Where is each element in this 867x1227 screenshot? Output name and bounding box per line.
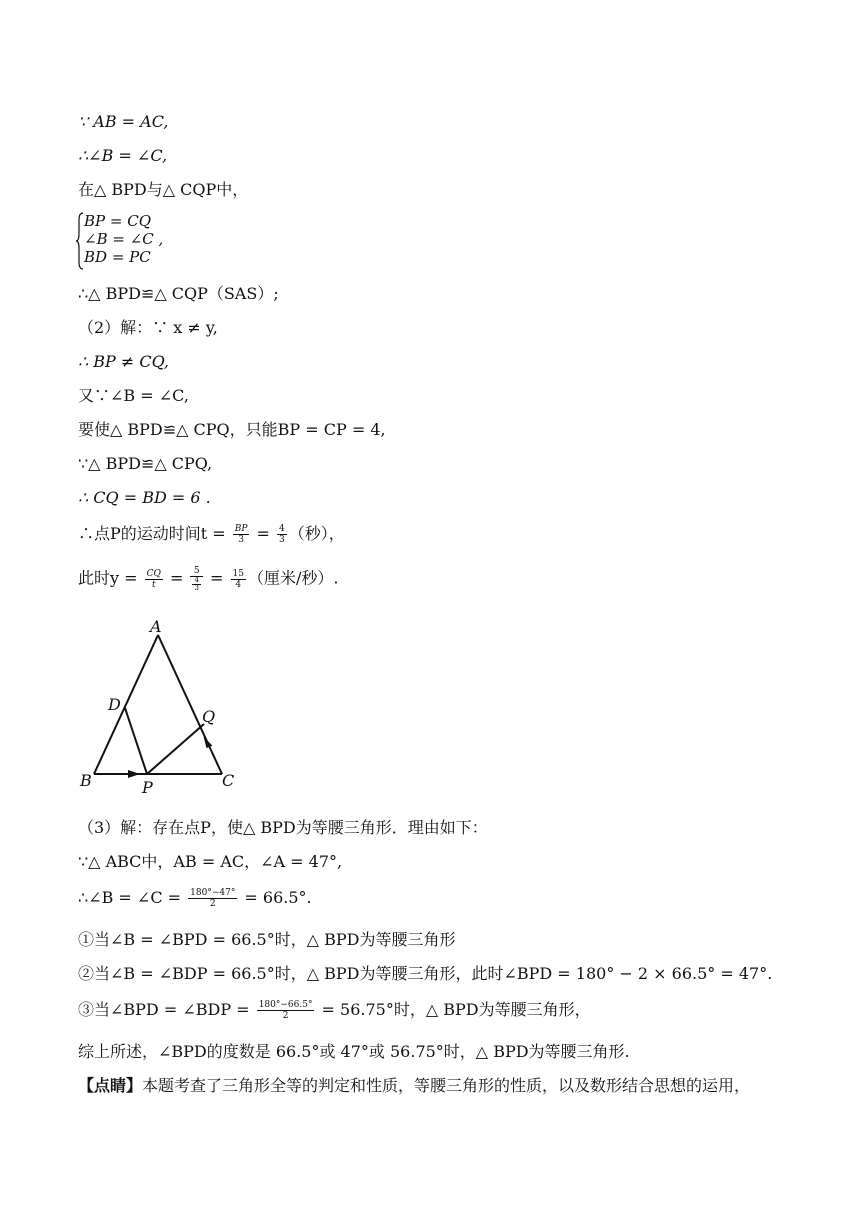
proof-line-9: ∵△ BPD≌△ CPQ, [78, 454, 213, 473]
proof-line-7: 又∵∠B = ∠C, [78, 386, 189, 405]
proof-line-12: 此时y = $\frac{CQ}{t}$ = $\frac{5}{\frac{4}{3}}$ = $\frac{15}{4}$ （厘米/秒）. [78, 566, 339, 592]
comment-tag: 【点睛】 [78, 1076, 143, 1095]
proof-line-1: ∵ AB = AC, [78, 112, 169, 131]
summary-comment: 【点睛】本题考查了三角形全等的判定和性质，等腰三角形的性质，以及数形结合思想的运用， [78, 1076, 751, 1095]
vertex-label-b: B [80, 771, 92, 790]
proof-line-8: 要使△ BPD≌△ CPQ，只能BP = CP = 4, [78, 420, 386, 439]
vertex-label-d: D [108, 695, 121, 714]
fraction: $\frac{BP}{3}$ [234, 524, 248, 545]
proof-line-11: ∴点P的运动时间t = $\frac{BP}{3}$ = $\frac{4}{3}$ （秒）， [78, 524, 345, 545]
vertex-label-p: P [142, 778, 153, 797]
proof-line-6: ∴ BP ≠ CQ, [78, 352, 170, 371]
vertex-label-q: Q [202, 707, 216, 726]
proof-line-3: 在△ BPD与△ CQP中， [78, 180, 249, 199]
vertex-label-a: A [150, 617, 162, 636]
proof-line-5: （2）解：∵ x ≠ y, [78, 318, 218, 337]
system-row-1: BP = CQ [84, 212, 151, 230]
fraction: $\frac{180^\circ-66.5^\circ}{2}$ [258, 1000, 313, 1021]
proof-line-19: 综上所述，∠BPD的度数是 66.5°或 47°或 56.75°时，△ BPD为等腰三角形. [78, 1042, 630, 1061]
system-row-2: ∠B = ∠C , [84, 230, 164, 248]
proof-line-4: ∴△ BPD≌△ CQP（SAS）; [78, 284, 279, 303]
fraction: $\frac{5}{\frac{4}{3}}$ [190, 566, 202, 592]
fraction: $\frac{4}{3}$ [279, 524, 285, 545]
system-row-3: BD = PC [84, 248, 151, 266]
proof-line-18: ③当∠BPD = ∠BDP = $\frac{180^\circ-66.5^\circ}{2}$ = 56.75°时，△ BPD为等腰三角形， [78, 1000, 591, 1021]
fraction: $\frac{CQ}{t}$ [146, 568, 161, 590]
vertex-label-c: C [222, 771, 235, 790]
proof-line-13: （3）解：存在点P，使△ BPD为等腰三角形．理由如下： [78, 818, 488, 837]
proof-line-16: ①当∠B = ∠BPD = 66.5°时，△ BPD为等腰三角形 [78, 930, 456, 949]
fraction: $\frac{180^\circ-47^\circ}{2}$ [190, 888, 236, 909]
left-brace-icon [76, 212, 84, 270]
proof-line-2: ∴∠B = ∠C, [78, 146, 168, 165]
triangle-figure [70, 612, 250, 802]
arrow-right-icon [128, 770, 140, 778]
proof-line-10: ∴ CQ = BD = 6 . [78, 488, 211, 507]
proof-line-14: ∵△ ABC中，AB = AC，∠A = 47°, [78, 852, 343, 871]
proof-line-17: ②当∠B = ∠BDP = 66.5°时，△ BPD为等腰三角形，此时∠BPD = 180° − 2 × 66.5° = 47°. [78, 964, 773, 983]
proof-line-15: ∴∠B = ∠C = $\frac{180^\circ-47^\circ}{2}$ = 66.5°. [78, 888, 312, 909]
nested-fraction: $\frac{4}{3}$ [194, 576, 199, 592]
fraction: $\frac{15}{4}$ [232, 568, 244, 590]
